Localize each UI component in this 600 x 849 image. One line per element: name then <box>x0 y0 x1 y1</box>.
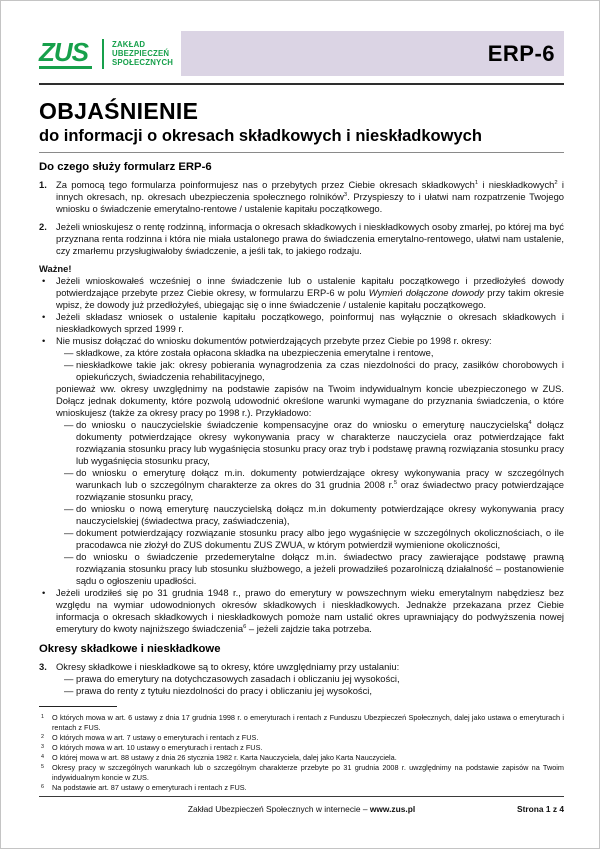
footnotes <box>39 712 564 792</box>
item-text: Jeżeli wnioskujesz o rentę rodzinną, informacja o okresach składkowych i nieskładkowych osoby zmarłej, po której ma być przyznana renta rodzinna i która nie miała ustalonego prawa do świadczenia emerytalno-rentowego, ułatwi nam ustalenie, czy zmarłemu przysługiwałoby świadczenie, a jeśli tak, to jakiego rodzaju. <box>56 221 564 257</box>
footnote-number: 3 <box>41 744 44 751</box>
page-footer <box>39 796 564 814</box>
dash-item <box>56 359 564 383</box>
important-note <box>39 263 564 635</box>
footnote-text: Na podstawie art. 87 ustawy o emeryturach i rentach z FUS. <box>52 782 247 792</box>
footnote-text: Okresy pracy w szczególnych warunkach lub o szczególnym charakterze przebyte po 31 grudnia 2008 r. uwzględnimy na podstawie zapisów na Twoim indywidualnym koncie w ZUS. <box>52 763 564 782</box>
bullet-intro: Nie musisz dołączać do wniosku dokumentów potwierdzających przebyte przez Ciebie po 1998 r. okresy: <box>56 335 492 347</box>
footnote-number: 6 <box>41 783 44 790</box>
bullet-marker: • <box>42 275 46 287</box>
footnote-number: 1 <box>41 714 44 721</box>
dash-text: dokument potwierdzający rozwiązanie stosunku pracy albo jego wygaśnięcie w szczególnych okolicznościach, o ile pracodawca nie złożył do ZUS dokumentu ZUS ZWUA, w którym potwierdził wymienione okoliczności, <box>76 527 564 551</box>
dash-marker: — <box>64 685 74 697</box>
dash-item <box>56 685 564 697</box>
footnote-text: O których mowa w art. 10 ustawy o emeryturach i rentach z FUS. <box>52 743 263 753</box>
dash-text: do wniosku o emeryturę dołącz m.in. dokumenty potwierdzające okresy wykonywania pracy w szczególnych warunkach lub o szczególnym charakterze za okres do 31 grudnia 2008 r.$^5$ oraz świadectwo pracy potwierdzające rozwiązanie stosunku pracy, <box>76 467 564 503</box>
dash-marker: — <box>64 467 74 479</box>
section-heading-periods: Okresy składkowe i nieskładkowe <box>39 643 221 656</box>
page-header <box>39 31 564 76</box>
dash-item <box>56 551 564 587</box>
dash-text: do wniosku o świadczenie przedemerytalne dołącz m.in. świadectwo pracy zawierające podstawę prawną rozwiązania stosunku pracy lub stosunku służbowego, a jeżeli prowadziłeś pozarolniczą działalność – postanowienie sądu o ogłoszeniu upadłości. <box>76 551 564 587</box>
form-code: ERP-6 <box>487 40 555 66</box>
dash-marker: — <box>64 527 74 539</box>
numbered-item-1 <box>39 179 564 215</box>
dash-text: do wniosku o nową emeryturę nauczycielską dołącz m.in dokumenty potwierdzające okresy wykonywania pracy nauczycielskiej (świadectwa pracy, zaświadczenia), <box>76 503 564 527</box>
footnote-number: 5 <box>41 764 44 771</box>
bullet-text: Jeżeli składasz wniosek o ustalenie kapitału początkowego, poinformuj nas wyłącznie o okresach składkowych i nieskładkowych sprzed 1999 r. <box>56 311 564 335</box>
footnote-text: O których mowa w art. 6 ustawy z dnia 17 grudnia 1998 r. o emeryturach i rentach z Funduszu Ubezpieczeń Społecznych, dalej jako ustawa o emeryturach i rentach z FUS. <box>52 713 564 732</box>
bullet-item <box>39 587 564 635</box>
dash-marker: — <box>64 673 74 685</box>
footnote <box>39 743 564 752</box>
item-text: Za pomocą tego formularza poinformujesz nas o przebytych przez Ciebie okresach składkowych$^1$ i nieskładkowych$^2$ i innych okresach, np. okresach ubezpieczenia społecznego rolników$^3$. Przyspieszy to i ułatwi nam rozpatrzenie Twojego wniosku o świadczenie emerytalno-rentowe / ustalenie kapitału początkowego. <box>56 179 565 215</box>
footnote-separator <box>39 706 117 707</box>
bullet-continuation: ponieważ ww. okresy uwzględnimy na podstawie zapisów na Twoim indywidualnym koncie ubezpieczonego w ZUS. Dołącz jednak dokumenty, które pozwolą udowodnić określone warunki wymagane do przyznania świadczenia, o które wnioskujesz (także za okresy pracy po 1998 r.). Przykładowo: <box>56 383 564 419</box>
dash-marker: — <box>64 347 74 359</box>
org-name-line: SPOŁECZNYCH <box>112 58 174 68</box>
page-number: Strona 1 z 4 <box>516 804 564 814</box>
dash-marker: — <box>64 419 74 431</box>
section-heading-purpose: Do czego służy formularz ERP-6 <box>39 161 212 174</box>
dash-marker: — <box>64 503 74 515</box>
bullet-text: Jeżeli urodziłeś się po 31 grudnia 1948 r., prawo do emerytury w powszechnym wieku emerytalnym nabędziesz bez względu na wymiar udowodnionych okresów składkowych i nieskładkowych. Jednakże przekazana przez Ciebie informacja o okresach składkowych i nieskładkowych pomoże nam ustalić okres uprawniający do podwyższenia nowej emerytury do kwoty najniższego świadczenia$^6$ – jeżeli zajdzie taka potrzeba. <box>56 587 564 635</box>
dash-item <box>56 503 564 527</box>
bullet-marker: • <box>42 311 46 323</box>
logo-divider <box>102 39 104 69</box>
page-title: OBJAŚNIENIE <box>39 98 199 124</box>
item-number: 3. <box>39 661 47 673</box>
footnote <box>39 753 564 762</box>
dash-item <box>56 673 564 685</box>
zus-logo <box>39 31 173 76</box>
org-name <box>112 40 173 68</box>
item-intro: Okresy składkowe i nieskładkowe są to okresy, które uwzględniamy przy ustalaniu: <box>56 661 400 673</box>
bullet-marker: • <box>42 335 46 347</box>
bullet-item <box>39 335 564 587</box>
page-subtitle: do informacji o okresach składkowych i nieskładkowych <box>39 127 482 146</box>
dash-marker: — <box>64 359 74 371</box>
footnote-number: 2 <box>41 733 44 740</box>
footnote-number: 4 <box>41 754 44 761</box>
header-rule <box>39 83 564 85</box>
dash-marker: — <box>64 551 74 563</box>
org-name-line: ZAKŁAD <box>112 39 146 49</box>
form-code-bar <box>181 31 564 76</box>
dash-text: składkowe, za które została opłacona składka na ubezpieczenia emerytalne i rentowe, <box>76 347 434 359</box>
bullet-item <box>39 275 564 311</box>
footnote <box>39 733 564 742</box>
footnote <box>39 713 564 731</box>
dash-item <box>56 527 564 551</box>
dash-item <box>56 347 564 359</box>
dash-item <box>56 467 564 503</box>
numbered-item-2 <box>39 221 564 257</box>
footnote <box>39 763 564 781</box>
footnote-text: O których mowa w art. 7 ustawy o emeryturach i rentach z FUS. <box>52 732 259 742</box>
numbered-item-3 <box>39 661 564 697</box>
bullet-marker: • <box>42 587 46 599</box>
bullet-text: Jeżeli wnioskowałeś wcześniej o inne świadczenie lub o ustalenie kapitału początkowego i przedłożyłeś dowody potwierdzające przebyte przez Ciebie okresy, w formularzu ERP-6 w polu Wymień dołączone dowody przy takim okresie wpisz, że dowody już przedłożyłeś, ubiegając się o inne świadczenie / ustalenie kapitału początkowego. <box>56 275 564 311</box>
item-number: 1. <box>39 179 47 191</box>
dash-text: nieskładkowe takie jak: okresy pobierania wynagrodzenia za czas niezdolności do pracy, zasiłków chorobowych i opiekuńczych, świadczenia rehabilitacyjnego, <box>76 359 564 383</box>
dash-text: do wniosku o nauczycielskie świadczenie kompensacyjne oraz do wniosku o emeryturę nauczycielską$^4$ dołącz dokumenty potwierdzające okresy wykonywania pracy w charakterze nauczyciela oraz potwierdzające fakt rozwiązania stosunku pracy lub wygaśnięcia stosunku pracy oraz tryb i podstawę prawną rozwiązania stosunku pracy lub wygaśnięcia stosunku pracy, <box>76 419 564 467</box>
footnote <box>39 783 564 792</box>
important-label: Ważne! <box>39 263 72 275</box>
footer-website-line: Zakład Ubezpieczeń Społecznych w internecie – www.zus.pl <box>187 804 416 814</box>
footer-row <box>39 797 564 814</box>
item-text <box>56 661 564 697</box>
footnote-text: O której mowa w art. 88 ustawy z dnia 26 stycznia 1982 r. Karta Nauczyciela, dalej jako Karta Nauczyciela. <box>52 753 397 763</box>
dash-text: prawa do emerytury na dotychczasowych zasadach i obliczaniu jej wysokości, <box>76 673 400 685</box>
item-number: 2. <box>39 221 47 233</box>
subtitle-rule <box>39 152 564 153</box>
org-name-line: UBEZPIECZEŃ <box>112 48 170 58</box>
dash-item <box>56 419 564 467</box>
bullet-text <box>56 335 564 587</box>
bullet-item <box>39 311 564 335</box>
dash-text: prawa do renty z tytułu niezdolności do pracy i obliczaniu jej wysokości, <box>76 685 372 697</box>
zus-logo-text: ZUS <box>39 39 92 69</box>
